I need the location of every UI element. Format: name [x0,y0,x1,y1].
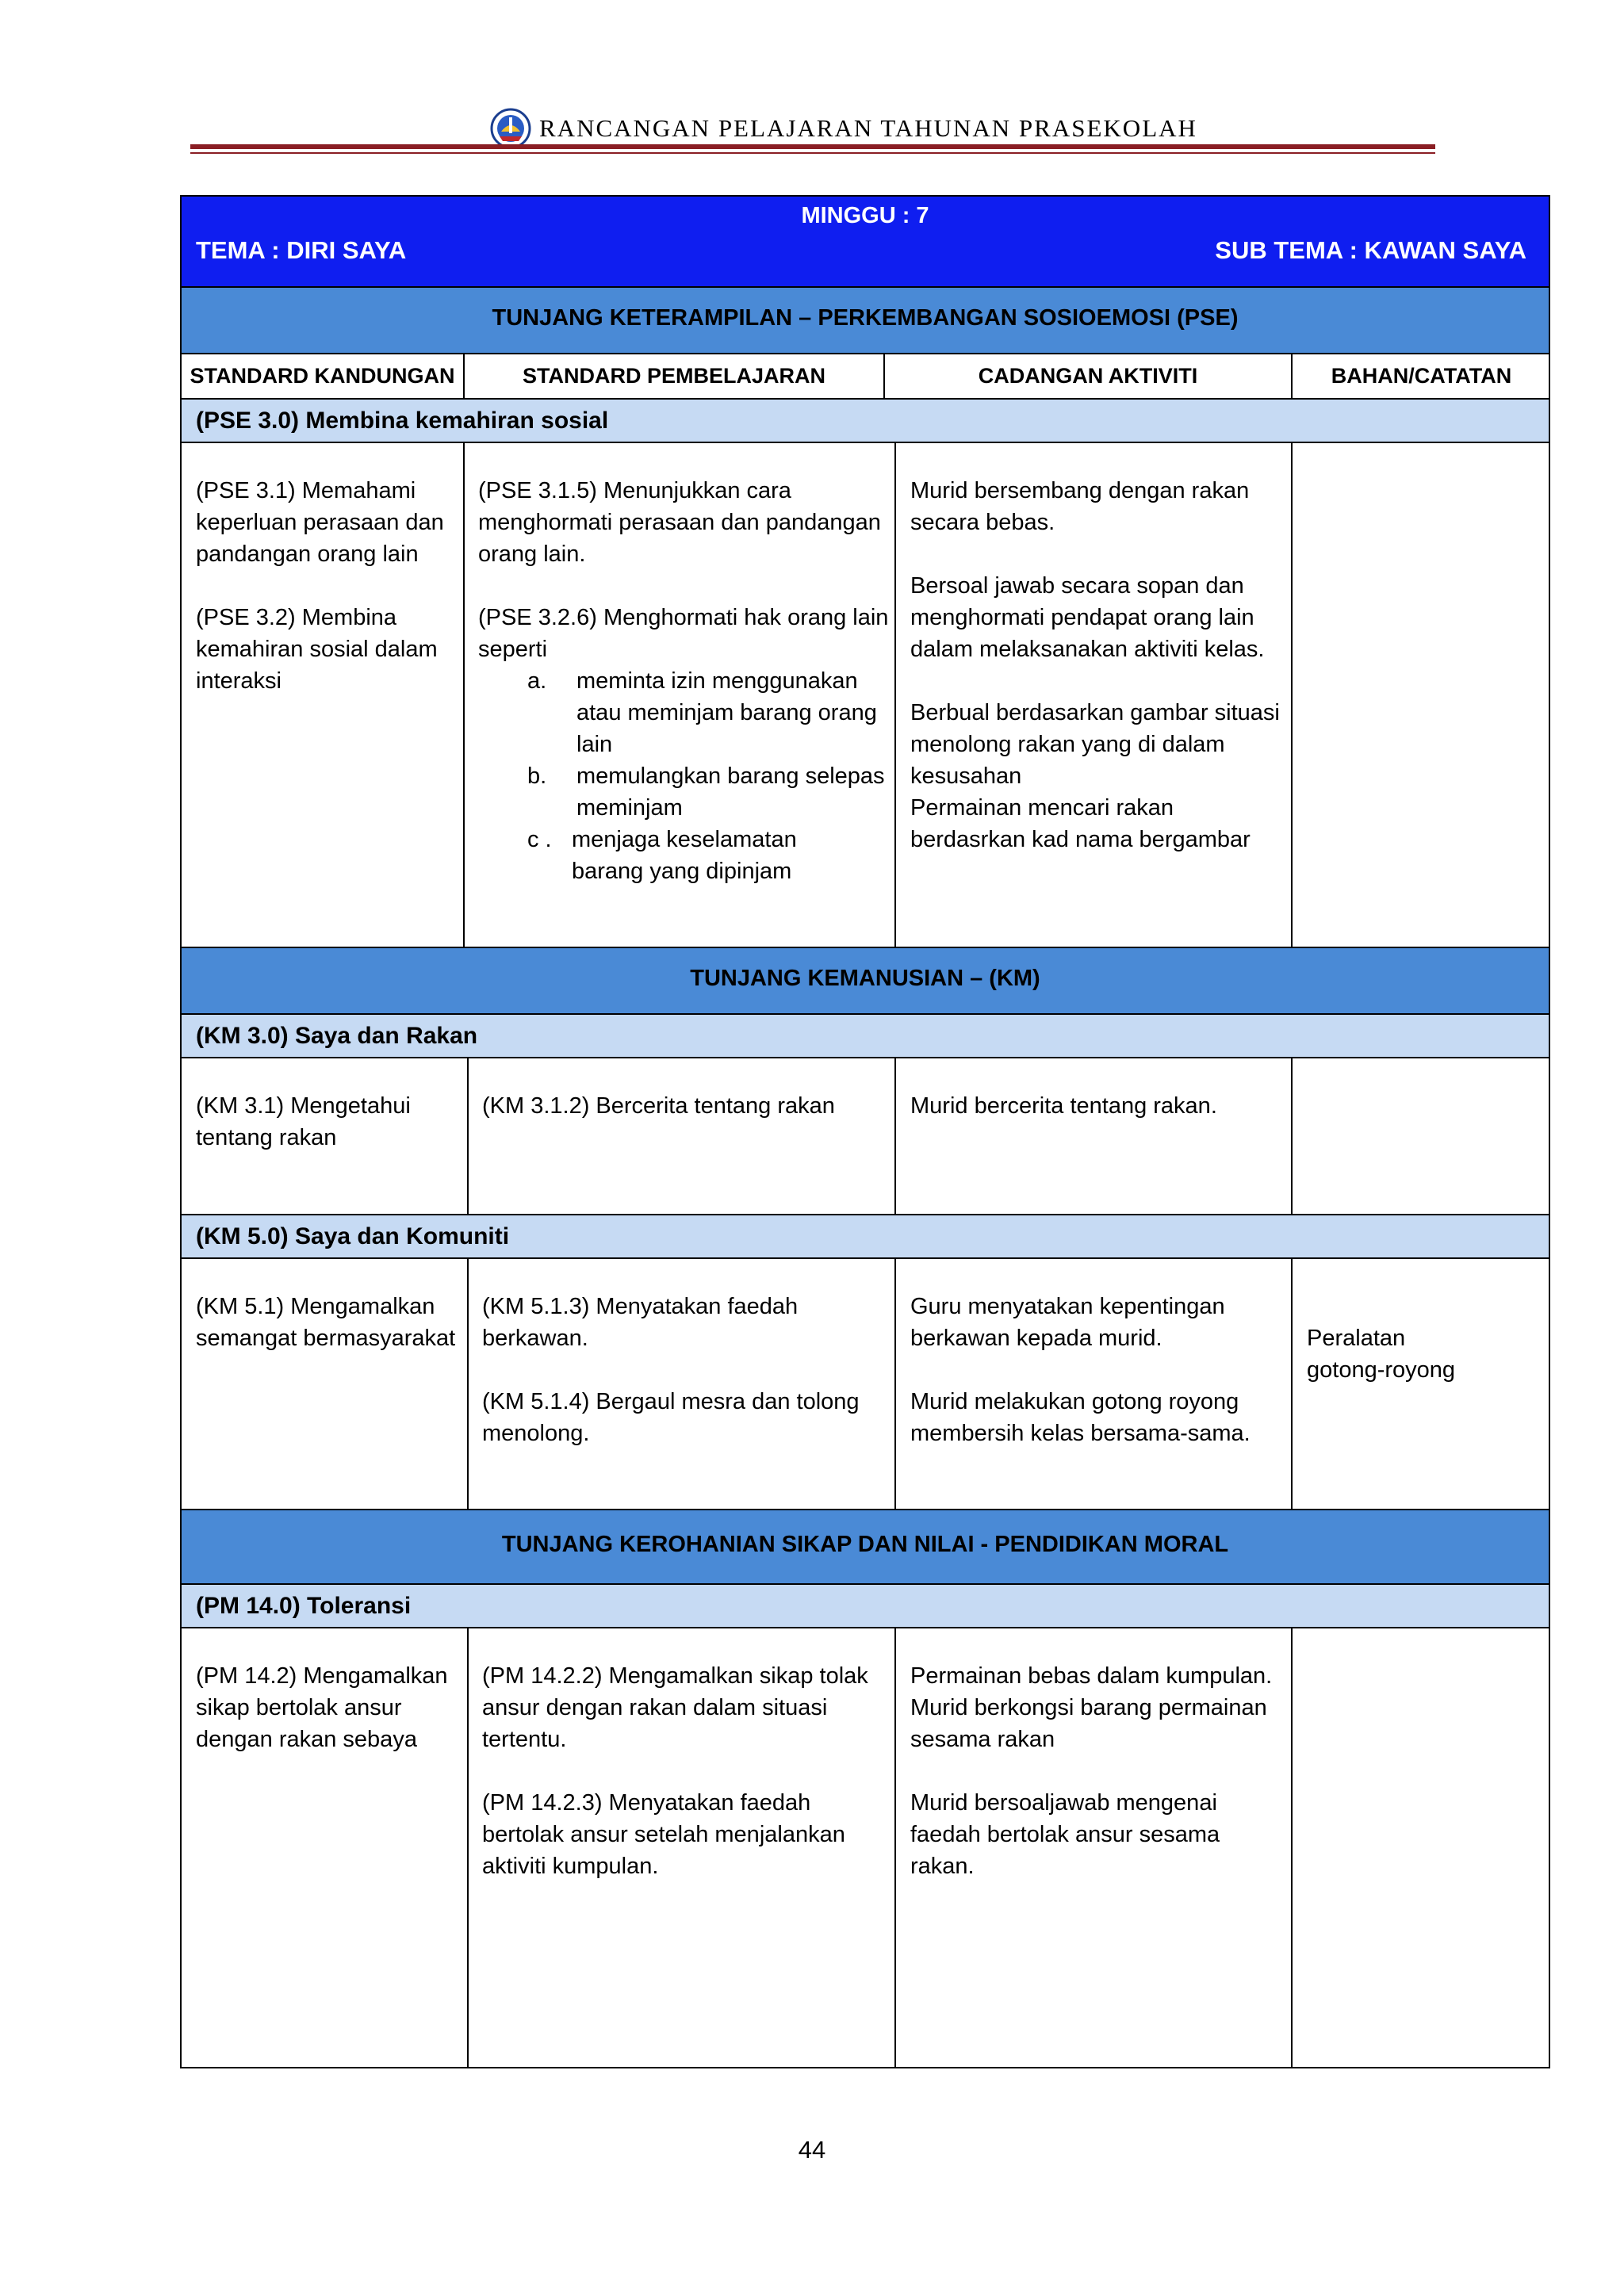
section-band [182,1585,1549,1628]
standard-cell [196,1291,455,1354]
text-line: Murid bersoaljawab mengenai [910,1790,1217,1816]
activity-cell [910,1291,1251,1449]
theme-label: TEMA : DIRI SAYA [196,236,407,264]
text-line: menolong rakan yang di dalam [910,732,1225,757]
pillar-title: TUNJANG KETERAMPILAN – PERKEMBANGAN SOSIOEMOSI (PSE) [492,305,1239,331]
week-label: MINGGU : 7 [801,203,929,228]
section-band [182,1215,1549,1259]
text-line: Berbual berdasarkan gambar situasi [910,700,1280,725]
standard-cell [196,1090,411,1154]
standard-cell [196,1660,448,1755]
column-header: CADANGAN AKTIVITI [885,354,1293,398]
learning-cell [478,475,888,887]
header-rule-thin [190,152,1435,154]
pillar-band-km [182,948,1549,1015]
pillar-title: TUNJANG KEROHANIAN SIKAP DAN NILAI - PENDIDIKAN MORAL [501,1532,1229,1557]
text-line: (KM 5.1) Mengamalkan [196,1294,435,1319]
text-line: tertentu. [482,1727,567,1752]
text-line: Permainan bebas dalam kumpulan. [910,1663,1273,1689]
text-line: atau meminjam barang orang [576,700,877,725]
document-title: RANCANGAN PELAJARAN TAHUNAN PRASEKOLAH [539,114,1197,142]
text-line: pandangan orang lain [196,541,419,567]
activity-cell [910,1090,1217,1122]
learning-cell [482,1291,860,1449]
text-line: kemahiran sosial dalam [196,637,438,662]
text-line: lain [576,732,613,757]
text-line: (PM 14.2.2) Mengamalkan sikap tolak [482,1663,868,1689]
column-header: STANDARD PEMBELAJARAN [465,354,885,398]
text-line: Murid bercerita tentang rakan. [910,1093,1217,1119]
section-label: (KM 3.0) Saya dan Rakan [196,1022,478,1049]
header-rule [190,144,1435,149]
list-item [478,760,888,824]
section-label: (PM 14.0) Toleransi [196,1592,412,1619]
text-line: (PSE 3.1) Memahami [196,478,416,503]
lesson-plan-table [180,195,1550,2068]
list-marker: c . [527,827,552,852]
text-line: keperluan perasaan dan [196,510,444,535]
text-line: meminjam [576,795,683,821]
text-line: menolong. [482,1421,590,1446]
list-marker: b. [527,763,547,789]
standard-cell [196,475,444,697]
column-header: STANDARD KANDUNGAN [182,354,465,398]
text-line: dalam melaksanakan aktiviti kelas. [910,637,1265,662]
text-line: gotong-royong [1307,1357,1456,1383]
text-line: berkawan. [482,1326,588,1351]
text-line: (PSE 3.2.6) Menghormati hak orang lain [478,605,889,630]
text-line: (PSE 3.2) Membina [196,605,397,630]
learning-cell [482,1090,835,1122]
text-line: bertolak ansur setelah menjalankan [482,1822,845,1847]
content-row [182,1259,1549,1510]
content-row [182,1628,1549,2067]
content-row [182,443,1549,948]
text-line: barang yang dipinjam [572,859,792,884]
section-label: (PSE 3.0) Membina kemahiran sosial [196,407,609,434]
text-line: Murid melakukan gotong royong [910,1389,1239,1414]
text-line: Murid bersembang dengan rakan [910,478,1250,503]
text-line: (PM 14.2.3) Menyatakan faedah [482,1790,811,1816]
text-line: (KM 5.1.3) Menyatakan faedah [482,1294,799,1319]
plan-header-band [182,197,1549,288]
text-line: secara bebas. [910,510,1055,535]
text-line: interaksi [196,668,282,694]
text-line: menghormati perasaan dan pandangan [478,510,881,535]
text-line: membersih kelas bersama-sama. [910,1421,1251,1446]
text-line: menjaga keselamatan [572,827,797,852]
text-line: aktiviti kumpulan. [482,1854,659,1879]
column-header-row [182,354,1549,400]
text-line: (KM 3.1.2) Bercerita tentang rakan [482,1093,835,1119]
text-line: kesusahan [910,763,1022,789]
text-line: semangat bermasyarakat [196,1326,456,1351]
text-line: (KM 3.1) Mengetahui [196,1093,411,1119]
text-line: meminta izin menggunakan [576,668,858,694]
text-line: (KM 5.1.4) Bergaul mesra dan tolong [482,1389,860,1414]
ministry-crest-icon [490,108,531,149]
list-marker: a. [527,668,547,694]
text-line: (PSE 3.1.5) Menunjukkan cara [478,478,791,503]
list-item [478,665,888,760]
text-line: Bersoal jawab secara sopan dan [910,573,1244,599]
text-line: memulangkan barang selepas [576,763,885,789]
text-line: berkawan kepada murid. [910,1326,1162,1351]
learning-cell [482,1660,868,1882]
section-band [182,400,1549,443]
text-line: Peralatan [1307,1326,1406,1351]
text-line: Guru menyatakan kepentingan [910,1294,1225,1319]
text-line: rakan. [910,1854,975,1879]
subtheme-label: SUB TEMA : KAWAN SAYA [1215,236,1526,264]
section-band [182,1015,1549,1058]
list-item [478,824,888,887]
text-line: seperti [478,637,548,662]
text-line: orang lain. [478,541,586,567]
pillar-title: TUNJANG KEMANUSIAN – (KM) [690,966,1040,991]
text-line: (PM 14.2) Mengamalkan [196,1663,448,1689]
materials-cell [1307,1322,1455,1386]
activity-cell [910,1660,1272,1882]
text-line: dengan rakan sebaya [196,1727,417,1752]
text-line: Murid berkongsi barang permainan [910,1695,1267,1720]
text-line: Permainan mencari rakan [910,795,1174,821]
content-row [182,1058,1549,1215]
activity-cell [910,475,1280,855]
text-line: sikap bertolak ansur [196,1695,402,1720]
text-line: ansur dengan rakan dalam situasi [482,1695,828,1720]
page-number: 44 [798,2136,826,2164]
text-line: sesama rakan [910,1727,1055,1752]
text-line: berdasrkan kad nama bergambar [910,827,1251,852]
pillar-band-pm [182,1510,1549,1585]
pillar-band-pse [182,288,1549,354]
section-label: (KM 5.0) Saya dan Komuniti [196,1223,510,1249]
text-line: faedah bertolak ansur sesama [910,1822,1220,1847]
text-line: tentang rakan [196,1125,337,1150]
column-header: BAHAN/CATATAN [1331,364,1512,388]
text-line: menghormati pendapat orang lain [910,605,1254,630]
